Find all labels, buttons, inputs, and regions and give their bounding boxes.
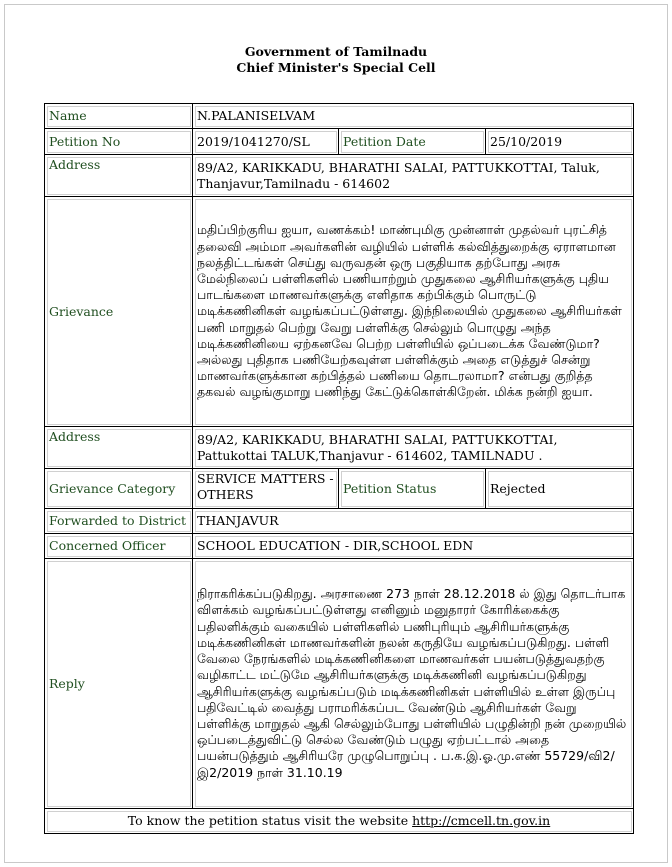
- reply-label: Reply: [45, 559, 193, 809]
- petition-details-table: [44, 103, 634, 834]
- petition-date-label: Petition Date: [339, 129, 486, 155]
- row-grievance: [45, 197, 634, 427]
- concerned-officer-value: SCHOOL EDUCATION - DIR,SCHOOL EDN: [193, 534, 634, 559]
- row-address-2: [45, 427, 634, 469]
- petition-no-label: Petition No: [45, 129, 193, 155]
- forwarded-district-value: THANJAVUR: [193, 509, 634, 534]
- grievance-category-label: Grievance Category: [45, 469, 193, 509]
- row-officer: [45, 534, 634, 559]
- row-reply: [45, 559, 634, 809]
- address-label: Address: [45, 155, 193, 197]
- address-label-2: Address: [45, 427, 193, 469]
- website-link[interactable]: http://cmcell.tn.gov.in: [412, 813, 551, 828]
- row-petition: [45, 129, 634, 155]
- row-address-1: [45, 155, 634, 197]
- name-label: Name: [45, 104, 193, 129]
- row-footer: [45, 809, 634, 834]
- reply-text: நிராகரிக்கப்படுகிறது. அரசாணை 273 நாள் 28.12.2018 ல் இது தொடர்பாக விளக்கம் வழங்கப்பட்டுள்ளது எனினும் மனுதாரர் கோரிக்கைக்கு பதிலளிக்கும் வகையில் பள்ளிகளில் பணிபுரியும் ஆசிரியர்களுக்கு மடிக்கணினிகள் மாணவர்களின் நலன் கருதியே வழங்கப்படுகிறது. பள்ளி வேலை நேரங்களில் மடிக்கணினிகளை மாணவர்கள் பயன்படுத்துவதற்கு வழிகாட்ட மட்டுமே ஆசிரியர்களுக்கு மடிக்கணினி வழங்கப்படுகிறது ஆசிரியர்களுக்கு வழங்கப்படும் மடிக்கணினிகள் பள்ளியில் உள்ள இருப்பு பதிவேட்டில் வைத்து பராமரிக்கப்பட வேண்டும் ஆசிரியர்கள் வேறு பள்ளிக்கு மாறுதல் ஆகி செல்லும்போது பள்ளியில் பழுதின்றி நன் முறையில் ஒப்படைத்துவிட்டு செல்ல வேண்டும் பழுது ஏற்பட்டால் அதை பயன்படுத்தும் ஆசிரியரே முழுபொறுப்பு . ப.க.இ.ஓ.மு.எண் 55729/வி2/இ2/2019 நாள் 31.10.19: [193, 559, 634, 809]
- document-header: [0, 44, 672, 76]
- footer-note: [45, 809, 634, 834]
- concerned-officer-label: Concerned Officer: [45, 534, 193, 559]
- row-district: [45, 509, 634, 534]
- address-value: 89/A2, KARIKKADU, BHARATHI SALAI, PATTUKKOTTAI, Taluk, Thanjavur,Tamilnadu - 614602: [193, 155, 634, 197]
- row-category: [45, 469, 634, 509]
- grievance-text: மதிப்பிற்குரிய ஐயா, வணக்கம்! மாண்புமிகு முன்னாள் முதல்வர் புரட்சித் தலைவி அம்மா அவர்களின் வழியில் பள்ளிக் கல்வித்துறைக்கு ஏராளமான நலத்திட்டங்கள் செய்து வருவதன் ஒரு பகுதியாக தற்போது அரசு மேல்நிலைப் பள்ளிகளில் பணியாற்றும் முதுகலை ஆசிரியர்களுக்கு புதிய பாடங்களை மாணவர்களுக்கு எளிதாக கற்பிக்கும் பொருட்டு மடிக்கணினிகள் வழங்கப்பட்டுள்ளது. இந்நிலையில் முதுகலை ஆசிரியர்கள் பணி மாறுதல் பெற்று வேறு பள்ளிக்கு செல்லும் பொழுது அந்த மடிக்கணினியை ஏற்கனவே பெற்ற பள்ளியில் ஒப்படைக்க வேண்டுமா? அல்லது புதிதாக பணியேற்கவுள்ள பள்ளிக்கும் அதை எடுத்துச் சென்று மாணவர்களுக்கான கற்பித்தல் பணியை தொடரலாமா? என்பது குறித்த தகவல் வழங்குமாறு பணிந்து கேட்டுக்கொள்கிறேன். மிக்க நன்றி ஐயா.: [193, 197, 634, 427]
- grievance-category-value: SERVICE MATTERS - OTHERS: [193, 469, 339, 509]
- petition-date-value: 25/10/2019: [486, 129, 634, 155]
- header-government: Government of Tamilnadu: [244, 44, 428, 59]
- footer-text: To know the petition status visit the website: [127, 813, 409, 828]
- petition-no-value: 2019/1041270/SL: [193, 129, 339, 155]
- name-value: N.PALANISELVAM: [193, 104, 634, 129]
- petition-status-value: Rejected: [486, 469, 634, 509]
- grievance-label: Grievance: [45, 197, 193, 427]
- header-cell-name: Chief Minister's Special Cell: [236, 60, 436, 75]
- row-name: [45, 104, 634, 129]
- address-value-2: 89/A2, KARIKKADU, BHARATHI SALAI, PATTUKKOTTAI, Pattukottai TALUK,Thanjavur - 614602, TAMILNADU .: [193, 427, 634, 469]
- petition-status-label: Petition Status: [339, 469, 486, 509]
- forwarded-district-label: Forwarded to District: [45, 509, 193, 534]
